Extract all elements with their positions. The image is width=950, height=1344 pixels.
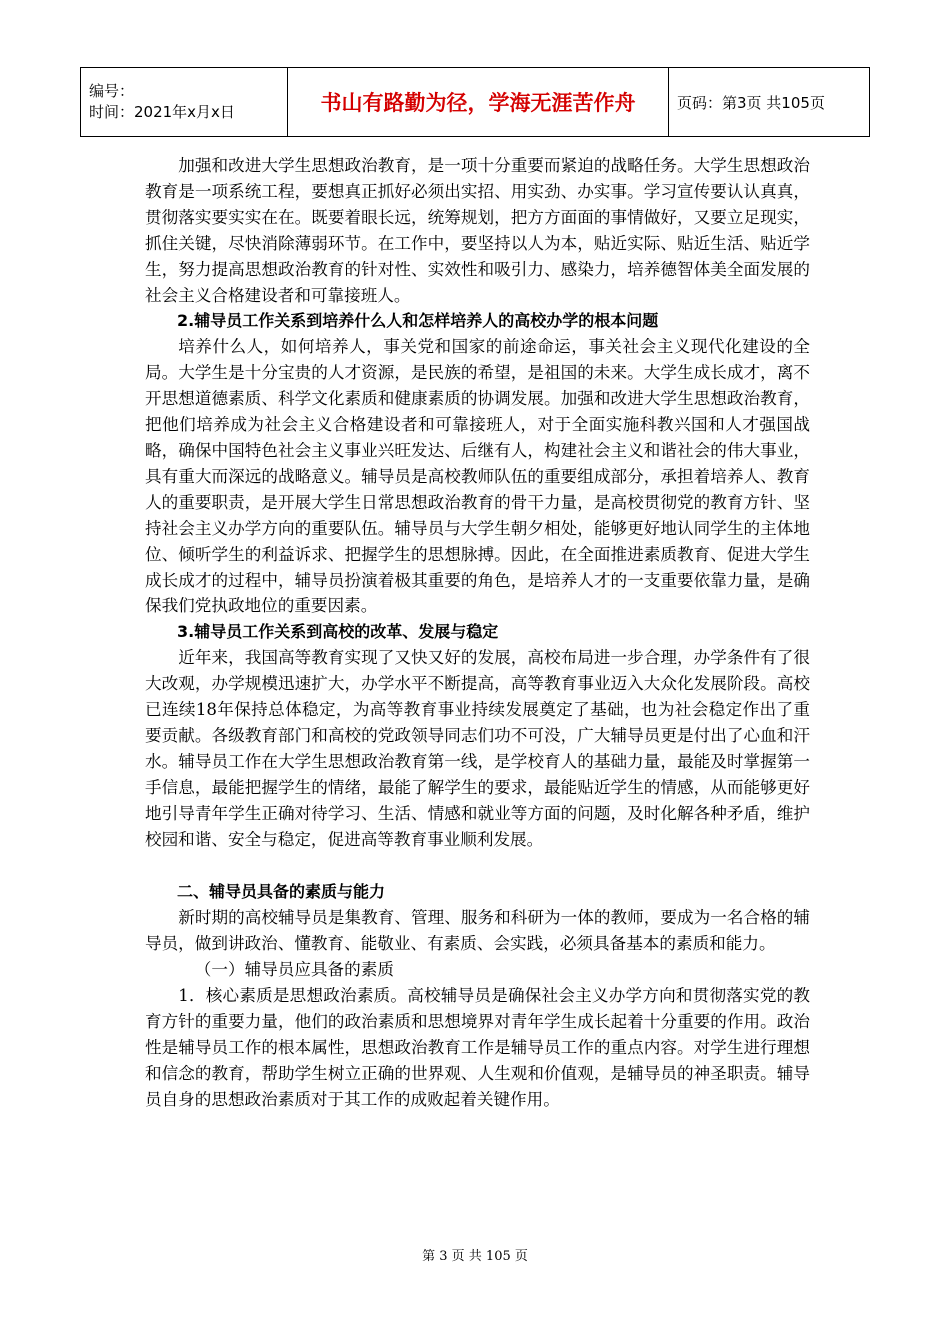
document-number-label: 编号： <box>89 82 135 100</box>
document-date: 时间：2021年x月x日 <box>89 103 235 121</box>
header-meta <box>81 68 288 137</box>
body-paragraph: 培养什么人，如何培养人，事关党和国家的前途命运，事关社会主义现代化建设的全局。大学生是十分宝贵的人才资源，是民族的希望，是祖国的未来。大学生成长成才，离不开思想道德素质、科学文化素质和健康素质的协调发展。加强和改进大学生思想政治教育，把他们培养成为社会主义合格建设者和可靠接班人，对于全面实施科教兴国和人才强国战略，确保中国特色社会主义事业兴旺发达、后继有人，构建社会主义和谐社会的伟大事业，具有重大而深远的战略意义。辅导员是高校教师队伍的重要组成部分，承担着培养人、教育人的重要职责，是开展大学生日常思想政治教育的骨干力量，是高校贯彻党的教育方针、坚持社会主义办学方向的重要队伍。辅导员与大学生朝夕相处，能够更好地认同学生的主体地位、倾听学生的利益诉求、把握学生的思想脉搏。因此，在全面推进素质教育、促进大学生成长成才的过程中，辅导员扮演着极其重要的角色，是培养人才的一支重要依靠力量，是确保我们党执政地位的重要因素。 <box>145 337 810 616</box>
subsection-heading: （一）辅导员应具备的素质 <box>194 960 394 980</box>
body-paragraph: 近年来，我国高等教育实现了又快又好的发展，高校布局进一步合理，办学条件有了很大改观，办学规模迅速扩大，办学水平不断提高，高等教育事业迈入大众化发展阶段。高校已连续18年保持总体稳定，为高等教育事业持续发展奠定了基础，也为社会稳定作出了重要贡献。各级教育部门和高校的党政领导同志们功不可没，广大辅导员更是付出了心血和汗水。辅导员工作在大学生思想政治教育第一线，是学校育人的基础力量，最能及时掌握第一手信息，最能把握学生的情绪，最能了解学生的要求，最能贴近学生的情感，从而能够更好地引导青年学生正确对待学习、生活、情感和就业等方面的问题，及时化解各种矛盾，维护校园和谐、安全与稳定，促进高等教育事业顺利发展。 <box>145 648 810 849</box>
body-paragraph: 1．核心素质是思想政治素质。高校辅导员是确保社会主义办学方向和贯彻落实党的教育方针的重要力量，他们的政治素质和思想境界对青年学生成长起着十分重要的作用。政治性是辅导员工作的根本属性，思想政治教育工作是辅导员工作的重点内容。对学生进行理想和信念的教育，帮助学生树立正确的世界观、人生观和价值观，是辅导员的神圣职责。辅导员自身的思想政治素质对于其工作的成败起着关键作用。 <box>145 986 810 1109</box>
document-body <box>145 153 810 1113</box>
section-heading-3: 3.辅导员工作关系到高校的改革、发展与稳定 <box>177 622 499 642</box>
body-paragraph: 加强和改进大学生思想政治教育，是一项十分重要而紧迫的战略任务。大学生思想政治教育是一项系统工程，要想真正抓好必须出实招、用实劲、办实事。学习宣传要认认真真，贯彻落实要实实在在。既要着眼长远，统筹规划，把方方面面的事情做好，又要立足现实，抓住关键，尽快消除薄弱环节。在工作中，要坚持以人为本，贴近实际、贴近生活、贴近学生，努力提高思想政治教育的针对性、实效性和吸引力、感染力，培养德智体美全面发展的社会主义合格建设者和可靠接班人。 <box>145 156 810 305</box>
section-heading-2: 2.辅导员工作关系到培养什么人和怎样培养人的高校办学的根本问题 <box>177 311 659 331</box>
page-header <box>80 67 870 137</box>
page-footer: 第 3 页 共 105 页 <box>422 1249 528 1264</box>
header-motto: 书山有路勤为径，学海无涯苦作舟 <box>288 68 669 137</box>
body-paragraph: 新时期的高校辅导员是集教育、管理、服务和科研为一体的教师，要成为一名合格的辅导员，做到讲政治、懂教育、能敬业、有素质、会实践，必须具备基本的素质和能力。 <box>145 908 810 954</box>
header-page-info: 页码：第3页 共105页 <box>669 68 870 137</box>
chapter-heading: 二、辅导员具备的素质与能力 <box>177 882 386 902</box>
